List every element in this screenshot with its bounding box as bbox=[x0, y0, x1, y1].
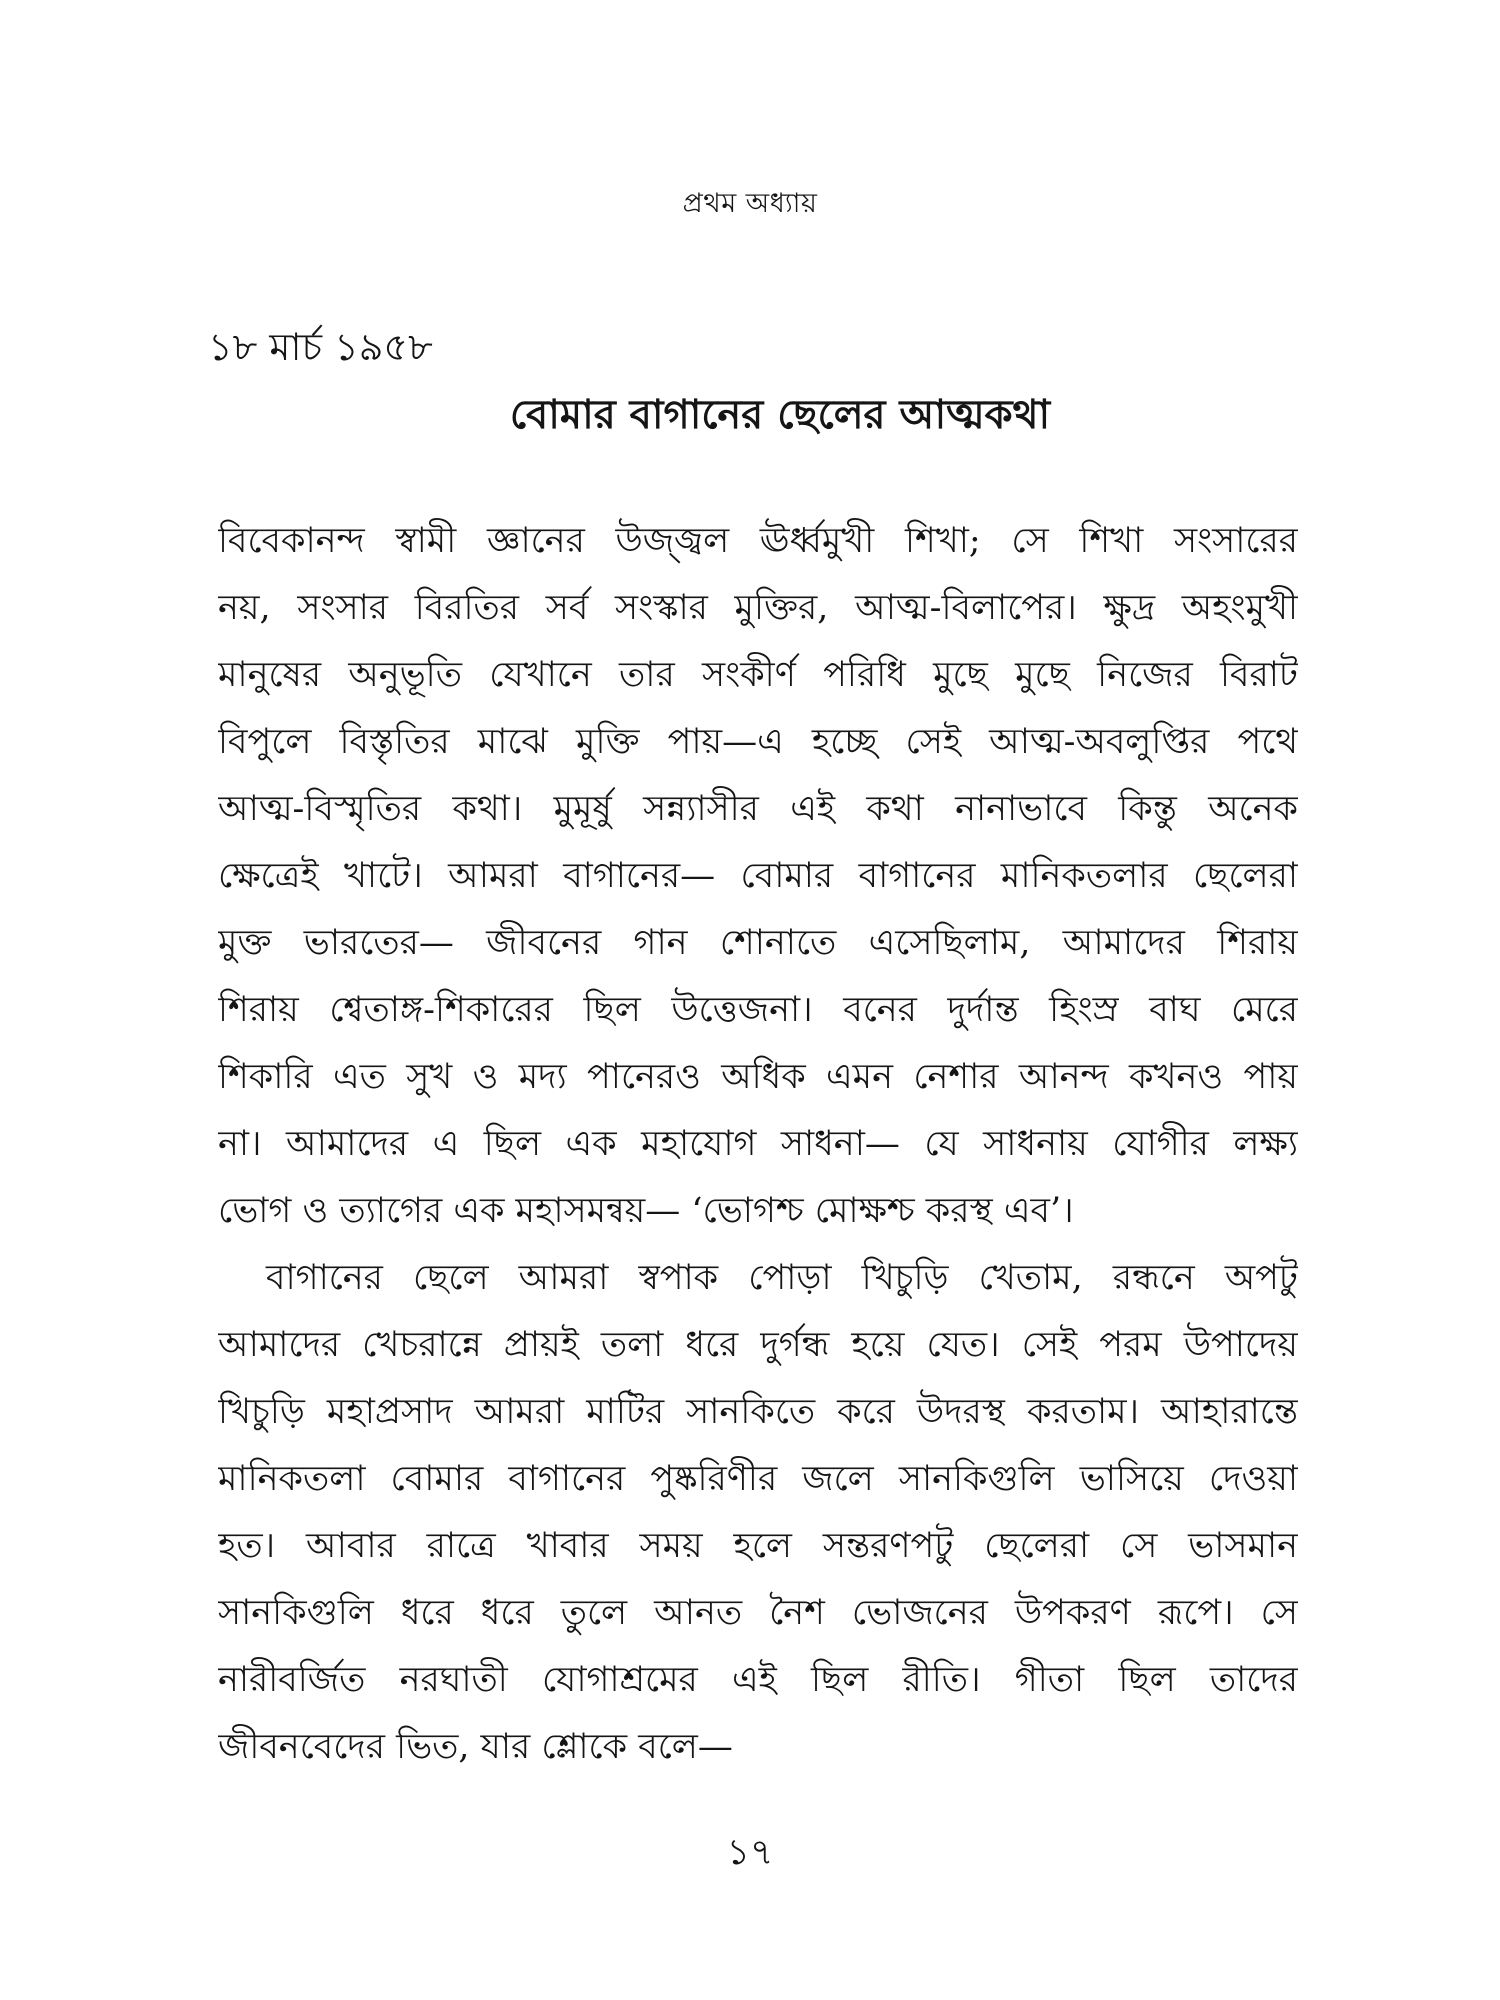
text-line: শিকারি এত সুখ ও মদ্য পানেরও অধিক এমন নেশার আনন্দ কখনও পায় bbox=[218, 1057, 1298, 1097]
text-line: খিচুড়ি মহাপ্রসাদ আমরা মাটির সানকিতে করে উদরস্থ করতাম। আহারান্তে bbox=[218, 1392, 1298, 1432]
paragraph-1 bbox=[218, 508, 1298, 1245]
page-number: ১৭ bbox=[726, 1832, 774, 1873]
text-line: বিবেকানন্দ স্বামী জ্ঞানের উজ্জ্বল ঊর্ধ্বমুখী শিখা; সে শিখা সংসারের bbox=[218, 521, 1298, 561]
text-line: আমাদের খেচরান্নে প্রায়ই তলা ধরে দুর্গন্ধ হয়ে যেত। সেই পরম উপাদেয় bbox=[218, 1325, 1298, 1365]
text-line: সানকিগুলি ধরে ধরে তুলে আনত নৈশ ভোজনের উপকরণ রূপে। সে bbox=[218, 1593, 1298, 1633]
text-line: নয়, সংসার বিরতির সর্ব সংস্কার মুক্তির, আত্ম-বিলাপের। ক্ষুদ্র অহংমুখী bbox=[218, 588, 1298, 628]
text-line: ভোগ ও ত্যাগের এক মহাসমন্বয়— ‘ভোগশ্চ মোক্ষশ্চ করস্থ এব’। bbox=[218, 1191, 1074, 1231]
text-line: হত। আবার রাত্রে খাবার সময় হলে সন্তরণপটু ছেলেরা সে ভাসমান bbox=[218, 1526, 1298, 1566]
text-line: না। আমাদের এ ছিল এক মহাযোগ সাধনা— যে সাধনায় যোগীর লক্ষ্য bbox=[218, 1124, 1298, 1164]
text-line: মানিকতলা বোমার বাগানের পুষ্করিণীর জলে সানকিগুলি ভাসিয়ে দেওয়া bbox=[218, 1459, 1298, 1499]
text-line: ক্ষেত্রেই খাটে। আমরা বাগানের— বোমার বাগানের মানিকতলার ছেলেরা bbox=[218, 856, 1298, 896]
body-text bbox=[218, 508, 1298, 1781]
text-line: বিপুলে বিস্তৃতির মাঝে মুক্তি পায়—এ হচ্ছে সেই আত্ম-অবলুপ্তির পথে bbox=[218, 722, 1298, 762]
text-line: বাগানের ছেলে আমরা স্বপাক পোড়া খিচুড়ি খেতাম, রন্ধনে অপটু bbox=[266, 1258, 1298, 1298]
text-line: নারীবর্জিত নরঘাতী যোগাশ্রমের এই ছিল রীতি। গীতা ছিল তাদের bbox=[218, 1660, 1298, 1700]
paragraph-2 bbox=[218, 1245, 1298, 1781]
text-line: মানুষের অনুভূতি যেখানে তার সংকীর্ণ পরিধি মুছে মুছে নিজের বিরাট bbox=[218, 655, 1298, 695]
text-line: শিরায় শ্বেতাঙ্গ-শিকারের ছিল উত্তেজনা। বনের দুর্দান্ত হিংস্র বাঘ মেরে bbox=[218, 990, 1298, 1030]
text-line: মুক্ত ভারতের— জীবনের গান শোনাতে এসেছিলাম, আমাদের শিরায় bbox=[218, 923, 1298, 963]
entry-date: ১৮ মার্চ ১৯৫৮ bbox=[208, 325, 433, 369]
text-line: জীবনবেদের ভিত, যার শ্লোকে বলে— bbox=[218, 1727, 733, 1767]
text-line: আত্ম-বিস্মৃতির কথা। মুমূর্ষু সন্ন্যাসীর এই কথা নানাভাবে কিন্তু অনেক bbox=[218, 789, 1298, 829]
chapter-heading: প্রথম অধ্যায় bbox=[682, 188, 818, 219]
article-title: বোমার বাগানের ছেলের আত্মকথা bbox=[509, 391, 1051, 438]
